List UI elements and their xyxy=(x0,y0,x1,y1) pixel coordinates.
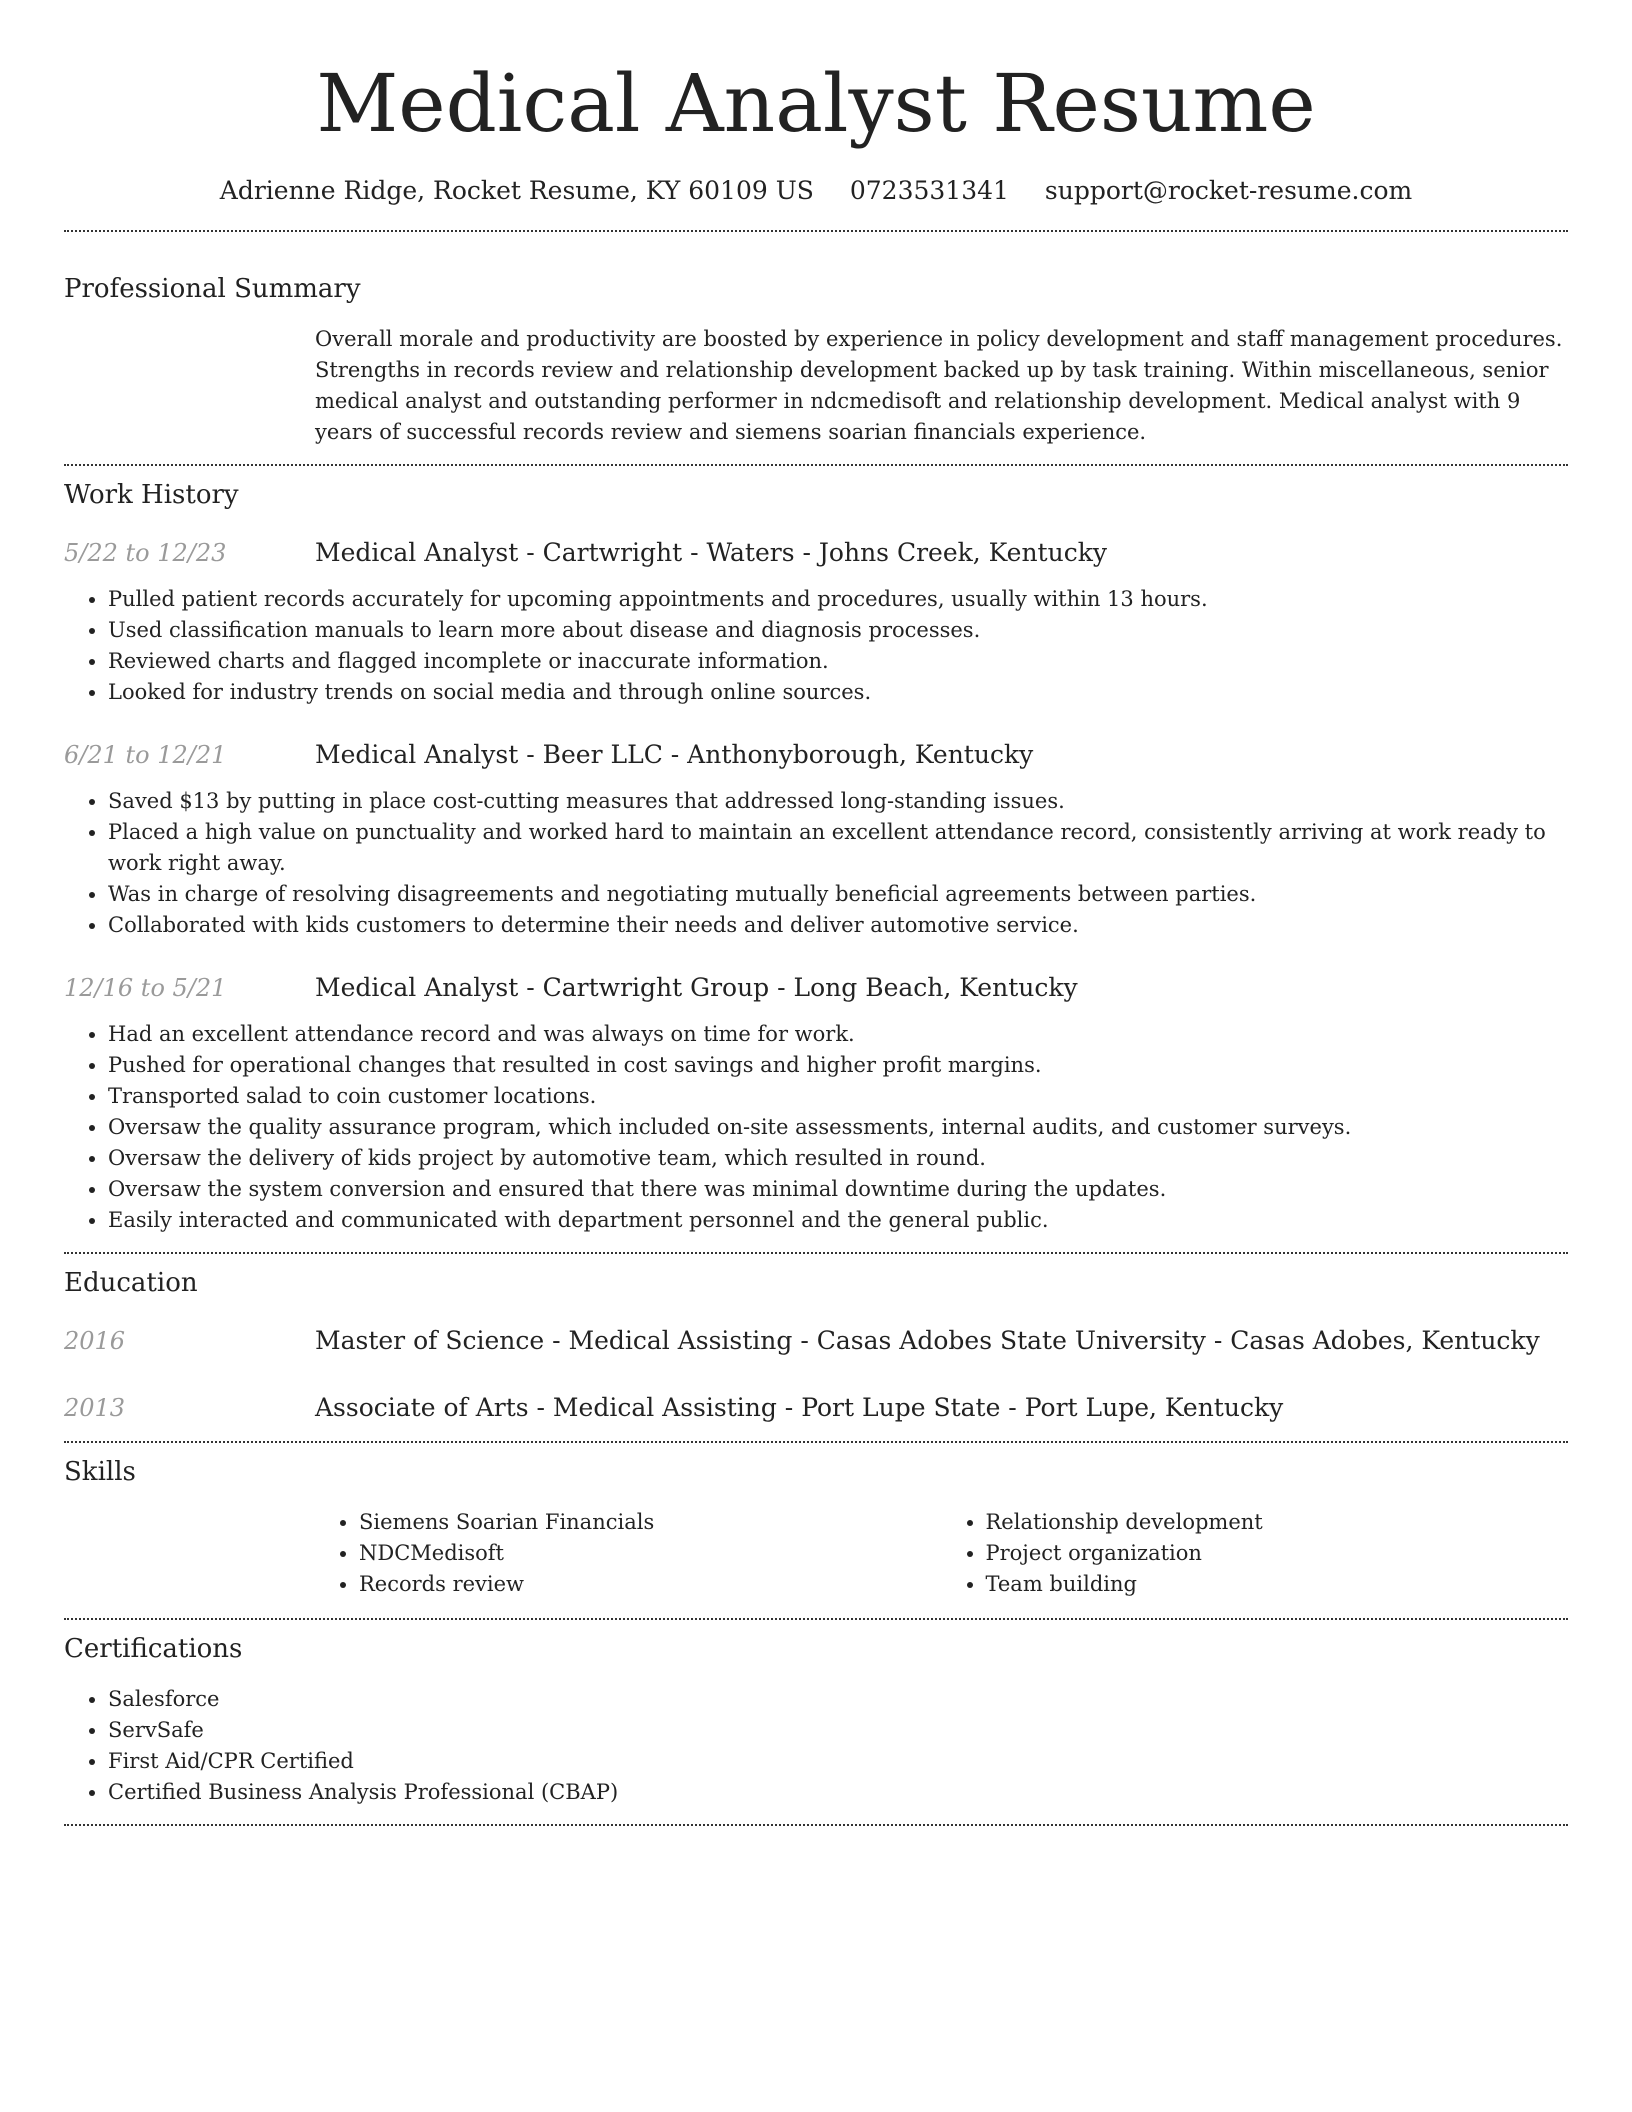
list-item: • Reviewed charts and flagged incomplete or inaccurate information. xyxy=(108,646,1568,677)
summary-section xyxy=(64,272,1568,448)
job-entry xyxy=(64,536,1568,708)
list-item: • Salesforce xyxy=(108,1684,1568,1715)
education-entry xyxy=(64,1391,1568,1425)
list-item: • Oversaw the quality assurance program, which included on-site assessments, internal audits, and customer surveys. xyxy=(108,1112,1568,1143)
contact-address: Adrienne Ridge, Rocket Resume, KY 60109 US xyxy=(219,176,814,205)
job-bullets xyxy=(64,584,1568,708)
list-item: • Oversaw the system conversion and ensured that there was minimal downtime during the updates. xyxy=(108,1174,1568,1205)
job-bullets xyxy=(64,1019,1568,1236)
list-item: • Used classification manuals to learn more about disease and diagnosis processes. xyxy=(108,615,1568,646)
divider xyxy=(64,1441,1568,1443)
list-item: • Looked for industry trends on social media and through online sources. xyxy=(108,677,1568,708)
list-item: • Easily interacted and communicated with department personnel and the general public. xyxy=(108,1205,1568,1236)
certifications-list xyxy=(64,1684,1568,1808)
job-entry xyxy=(64,738,1568,941)
list-item: • ServSafe xyxy=(108,1715,1568,1746)
list-item: • Project organization xyxy=(986,1538,1569,1569)
list-item: • Certified Business Analysis Professional (CBAP) xyxy=(108,1777,1568,1808)
divider xyxy=(64,464,1568,466)
skills-column-left xyxy=(315,1507,942,1600)
education-year: 2016 xyxy=(64,1327,126,1355)
job-dates: 6/21 to 12/21 xyxy=(64,741,227,769)
divider xyxy=(64,1252,1568,1254)
education-degree: Master of Science - Medical Assisting - Casas Adobes State University - Casas Adobes, Kentucky xyxy=(315,1326,1540,1355)
divider xyxy=(64,1618,1568,1620)
divider xyxy=(64,1824,1568,1826)
list-item: • Records review xyxy=(359,1569,942,1600)
skills-section xyxy=(64,1455,1568,1600)
list-item: • Had an excellent attendance record and was always on time for work. xyxy=(108,1019,1568,1050)
summary-text: Overall morale and productivity are boosted by experience in policy development and staff management procedures. Strengths in records review and relationship development backed up by task training. Within miscellaneous, senior medical analyst and outstanding performer in ndcmedisoft and relationship development. Medical analyst with 9 years of successful records review and siemens soarian financials experience. xyxy=(315,327,1563,444)
education-entry xyxy=(64,1324,1568,1358)
section-title-summary: Professional Summary xyxy=(64,274,361,304)
list-item: • Team building xyxy=(986,1569,1569,1600)
list-item: • Collaborated with kids customers to determine their needs and deliver automotive service. xyxy=(108,910,1568,941)
education-section xyxy=(64,1266,1568,1425)
job-role: Medical Analyst - Beer LLC - Anthonyborough, Kentucky xyxy=(315,740,1034,769)
list-item: • Pulled patient records accurately for upcoming appointments and procedures, usually within 13 hours. xyxy=(108,584,1568,615)
list-item: • Saved $13 by putting in place cost-cutting measures that addressed long-standing issues. xyxy=(108,786,1568,817)
resume-title: Medical Analyst Resume xyxy=(316,57,1316,150)
list-item: • Relationship development xyxy=(986,1507,1569,1538)
job-role: Medical Analyst - Cartwright - Waters - Johns Creek, Kentucky xyxy=(315,538,1107,567)
list-item: • Placed a high value on punctuality and worked hard to maintain an excellent attendance record, consistently arriving at work ready to work right away. xyxy=(108,817,1568,879)
job-bullets xyxy=(64,786,1568,941)
list-item: • Oversaw the delivery of kids project by automotive team, which resulted in round. xyxy=(108,1143,1568,1174)
list-item: • Siemens Soarian Financials xyxy=(359,1507,942,1538)
work-history-section xyxy=(64,478,1568,1236)
job-entry xyxy=(64,971,1568,1236)
divider xyxy=(64,230,1568,232)
list-item: • NDCMedisoft xyxy=(359,1538,942,1569)
education-degree: Associate of Arts - Medical Assisting - Port Lupe State - Port Lupe, Kentucky xyxy=(315,1393,1284,1422)
section-title-skills: Skills xyxy=(64,1457,136,1487)
section-title-certifications: Certifications xyxy=(64,1634,243,1664)
education-year: 2013 xyxy=(64,1394,126,1422)
skills-column-right xyxy=(942,1507,1569,1600)
list-item: • First Aid/CPR Certified xyxy=(108,1746,1568,1777)
section-title-education: Education xyxy=(64,1268,198,1298)
certifications-section xyxy=(64,1632,1568,1808)
job-dates: 5/22 to 12/23 xyxy=(64,539,227,567)
resume-page xyxy=(64,0,1568,1826)
list-item: • Transported salad to coin customer locations. xyxy=(108,1081,1568,1112)
contact-line xyxy=(64,174,1568,208)
section-title-work: Work History xyxy=(64,480,239,510)
list-item: • Was in charge of resolving disagreements and negotiating mutually beneficial agreements between parties. xyxy=(108,879,1568,910)
contact-phone: 0723531341 xyxy=(849,176,1009,205)
list-item: • Pushed for operational changes that resulted in cost savings and higher profit margins. xyxy=(108,1050,1568,1081)
job-dates: 12/16 to 5/21 xyxy=(64,974,227,1002)
skills-list xyxy=(315,1507,1568,1600)
contact-email: support@rocket-resume.com xyxy=(1044,176,1413,205)
job-role: Medical Analyst - Cartwright Group - Long Beach, Kentucky xyxy=(315,973,1078,1002)
